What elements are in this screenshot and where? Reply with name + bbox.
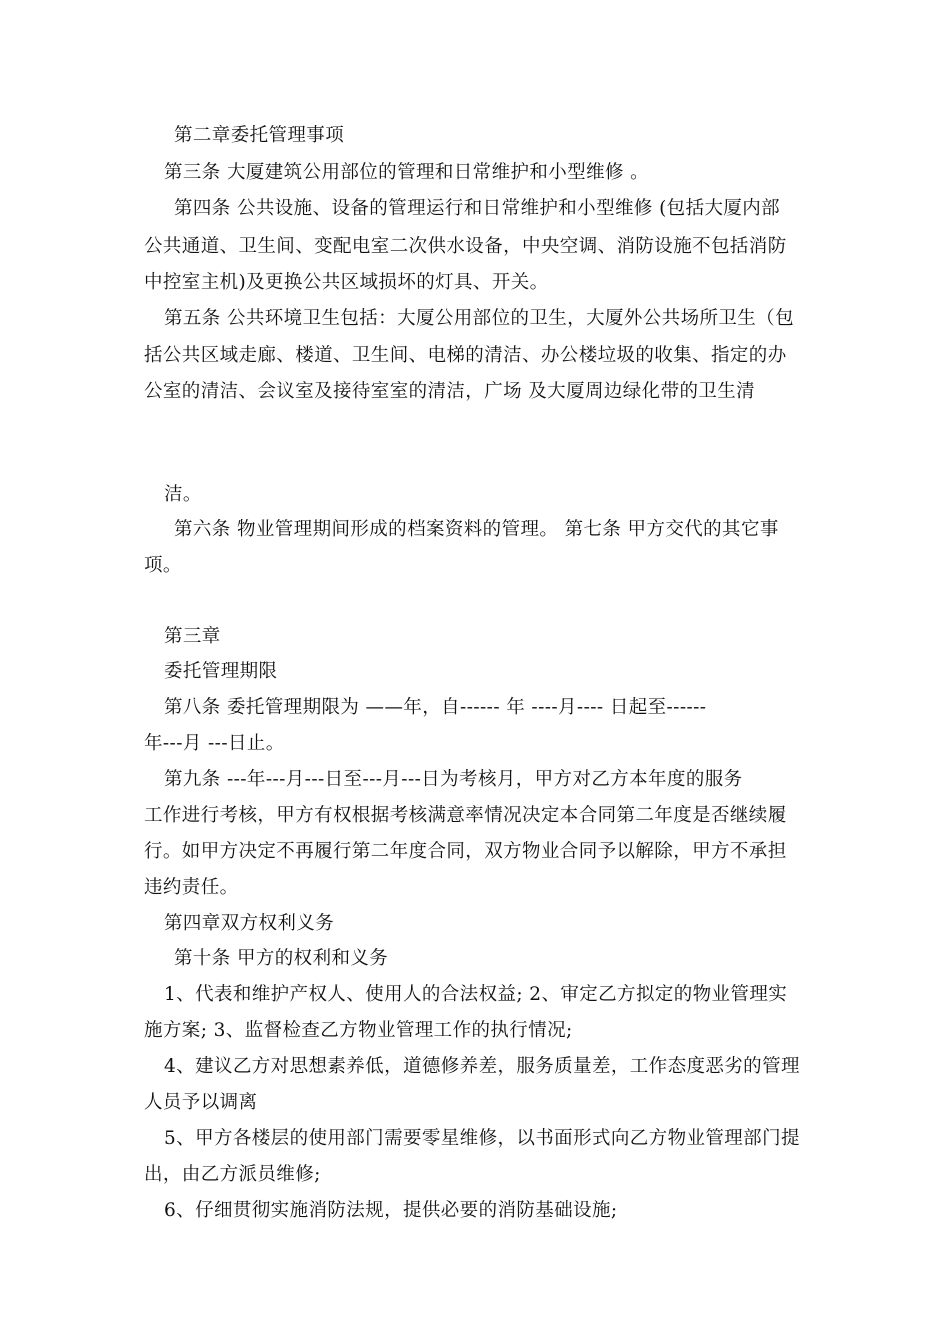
article-10-item-1-2-line-2: 施方案; 3、监督检查乙方物业管理工作的执行情况; xyxy=(144,1020,573,1041)
article-10-item-4-line-1: 4、建议乙方对思想素养低，道德修养差，服务质量差，工作态度恶劣的管理 xyxy=(164,1056,800,1077)
article-8-line-1: 第八条 委托管理期限为 ——年，自------ 年 ----月---- 日起至------ xyxy=(164,697,707,718)
article-9-line-2: 工作进行考核，甲方有权根据考核满意率情况决定本合同第二年度是否继续履 xyxy=(144,805,787,826)
article-9-line-4: 违约责任。 xyxy=(144,877,239,898)
chapter-3-heading: 第三章 xyxy=(164,626,221,647)
article-3: 第三条 大厦建筑公用部位的管理和日常维护和小型维修 。 xyxy=(164,162,650,183)
article-10-item-5-line-1: 5、甲方各楼层的使用部门需要零星维修，以书面形式向乙方物业管理部门提 xyxy=(164,1128,800,1149)
article-10-item-1-2-line-1: 1、代表和维护产权人、使用人的合法权益; 2、审定乙方拟定的物业管理实 xyxy=(164,984,788,1005)
article-10-heading: 第十条 甲方的权利和义务 xyxy=(174,948,389,969)
article-10-item-5-line-2: 出，由乙方派员维修; xyxy=(144,1164,321,1185)
article-5-line-3: 公室的清洁、会议室及接待室室的清洁，广场 及大厦周边绿化带的卫生清 xyxy=(144,381,756,402)
article-9-line-1: 第九条 ---年---月---日至---月---日为考核月，甲方对乙方本年度的服务 xyxy=(164,769,743,790)
article-4-line-2: 公共通道、卫生间、变配电室二次供水设备，中央空调、消防设施不包括消防 xyxy=(144,236,787,257)
chapter-3-title: 委托管理期限 xyxy=(164,661,278,682)
article-4-line-3: 中控室主机)及更换公共区域损坏的灯具、开关。 xyxy=(144,272,549,293)
article-5-line-4: 洁。 xyxy=(164,484,202,505)
chapter-4-heading: 第四章双方权利义务 xyxy=(164,913,335,934)
article-8-line-2: 年---月 ---日止。 xyxy=(144,733,285,754)
article-5-line-2: 括公共区域走廊、楼道、卫生间、电梯的清洁、办公楼垃圾的收集、指定的办 xyxy=(144,345,787,366)
article-6-7-line-2: 项。 xyxy=(144,555,182,576)
article-4-line-1: 第四条 公共设施、设备的管理运行和日常维护和小型维修 (包括大厦内部 xyxy=(174,198,781,219)
article-9-line-3: 行。如甲方决定不再履行第二年度合同，双方物业合同予以解除，甲方不承担 xyxy=(144,841,787,862)
article-10-item-6: 6、仔细贯彻实施消防法规，提供必要的消防基础设施; xyxy=(164,1200,618,1221)
chapter-2-heading: 第二章委托管理事项 xyxy=(174,125,345,146)
article-6-7-line-1: 第六条 物业管理期间形成的档案资料的管理。 第七条 甲方交代的其它事 xyxy=(174,519,779,540)
article-5-line-1: 第五条 公共环境卫生包括：大厦公用部位的卫生，大厦外公共场所卫生（包 xyxy=(164,308,794,329)
article-10-item-4-line-2: 人员予以调离 xyxy=(144,1092,258,1113)
